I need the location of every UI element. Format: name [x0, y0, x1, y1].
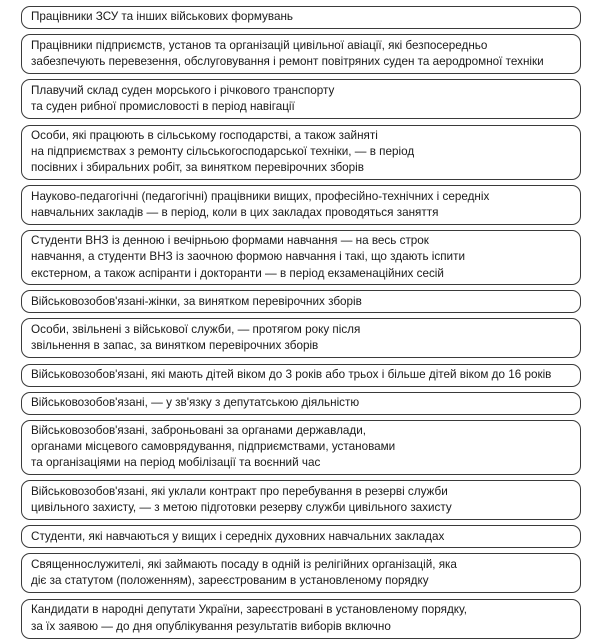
item-text-line: Військовозобов'язані, заброньовані за органами державлади, — [31, 424, 366, 438]
item-text-line: екстерном, а також аспіранти і докторанти — в період екзаменаційних сесій — [31, 266, 444, 280]
item-text-line: органами місцевого самоврядування, підприємствами, установами — [31, 440, 396, 454]
item-text-line: Військовозобов'язані-жінки, за винятком перевірочних зборів — [31, 294, 362, 308]
category-list — [21, 6, 581, 644]
item-text-line: та організаціями на період мобілізації та воєнний час — [31, 456, 321, 470]
list-item — [21, 420, 581, 475]
item-text-line: Військовозобов'язані, які уклали контракт про перебування в резерві служби — [31, 484, 448, 498]
item-text-line: забезпечують перевезення, обслуговування і ремонт повітряних суден та аеродромної техніки — [31, 55, 544, 69]
item-text-line: за їх заявою — до дня опублікування результатів виборів включно — [31, 619, 391, 633]
list-item — [21, 525, 581, 548]
item-text-line: Студенти, які навчаються у вищих і середніх духовних навчальних закладах — [31, 529, 445, 543]
list-item — [21, 318, 581, 358]
item-text-line: Особи, звільнені з військової служби, — протягом року після — [31, 323, 361, 337]
item-text-line: звільнення в запас, за винятком перевірочних зборів — [31, 339, 319, 353]
item-text-line: та суден рибної промисловості в період навігації — [31, 100, 295, 114]
list-item — [21, 290, 581, 313]
item-text-line: навчальних закладів — в період, коли в цих закладах проводяться заняття — [31, 205, 439, 219]
item-text-line: цивільного захисту, — з метою підготовки резерву служби цивільного захисту — [31, 501, 452, 515]
item-text-line: Кандидати в народні депутати України, зареєстровані в установленому порядку, — [31, 603, 467, 617]
item-text-line: посівних і збиральних робіт, за винятком перевірочних зборів — [31, 161, 364, 175]
list-item — [21, 392, 581, 415]
item-text-line: Працівники підприємств, установ та організацій цивільної авіації, які безпосередньо — [31, 38, 488, 52]
item-text-line: Науково-педагогічні (педагогічні) працівники вищих, професійно-технічних і середніх — [31, 189, 490, 203]
list-item — [21, 364, 581, 387]
list-item — [21, 185, 581, 225]
item-text-line: Працівники ЗСУ та інших військових формувань — [31, 10, 294, 24]
item-text-line: Плавучий склад суден морського і річкового транспорту — [31, 84, 335, 98]
item-text-line: Особи, які працюють в сільському господарстві, а також зайняті — [31, 128, 378, 142]
item-text-line: Військовозобов'язані, — у зв'язку з депутатською діяльністю — [31, 396, 360, 410]
item-text-line: Священнослужителі, які займають посаду в одній із релігійних організацій, яка — [31, 558, 457, 572]
item-text-line: Військовозобов'язані, які мають дітей віком до 3 років або трьох і більше дітей віком до 16 років — [31, 367, 552, 381]
item-text-line: Студенти ВНЗ із денною і вечірньою формами навчання — на весь строк — [31, 234, 429, 248]
list-item — [21, 6, 581, 29]
item-text-line: навчання, а студенти ВНЗ із заочною формою навчання і такі, що здають іспити — [31, 250, 465, 264]
list-item — [21, 480, 581, 520]
item-text-line: на підприємствах з ремонту сільськогосподарської техніки, — в період — [31, 144, 415, 158]
item-text-line: діє за статутом (положенням), зареєстрованим в установленому порядку — [31, 574, 429, 588]
list-item — [21, 230, 581, 285]
list-item — [21, 599, 581, 639]
list-item — [21, 79, 581, 119]
list-item — [21, 34, 581, 74]
list-item — [21, 553, 581, 593]
list-item — [21, 125, 581, 180]
